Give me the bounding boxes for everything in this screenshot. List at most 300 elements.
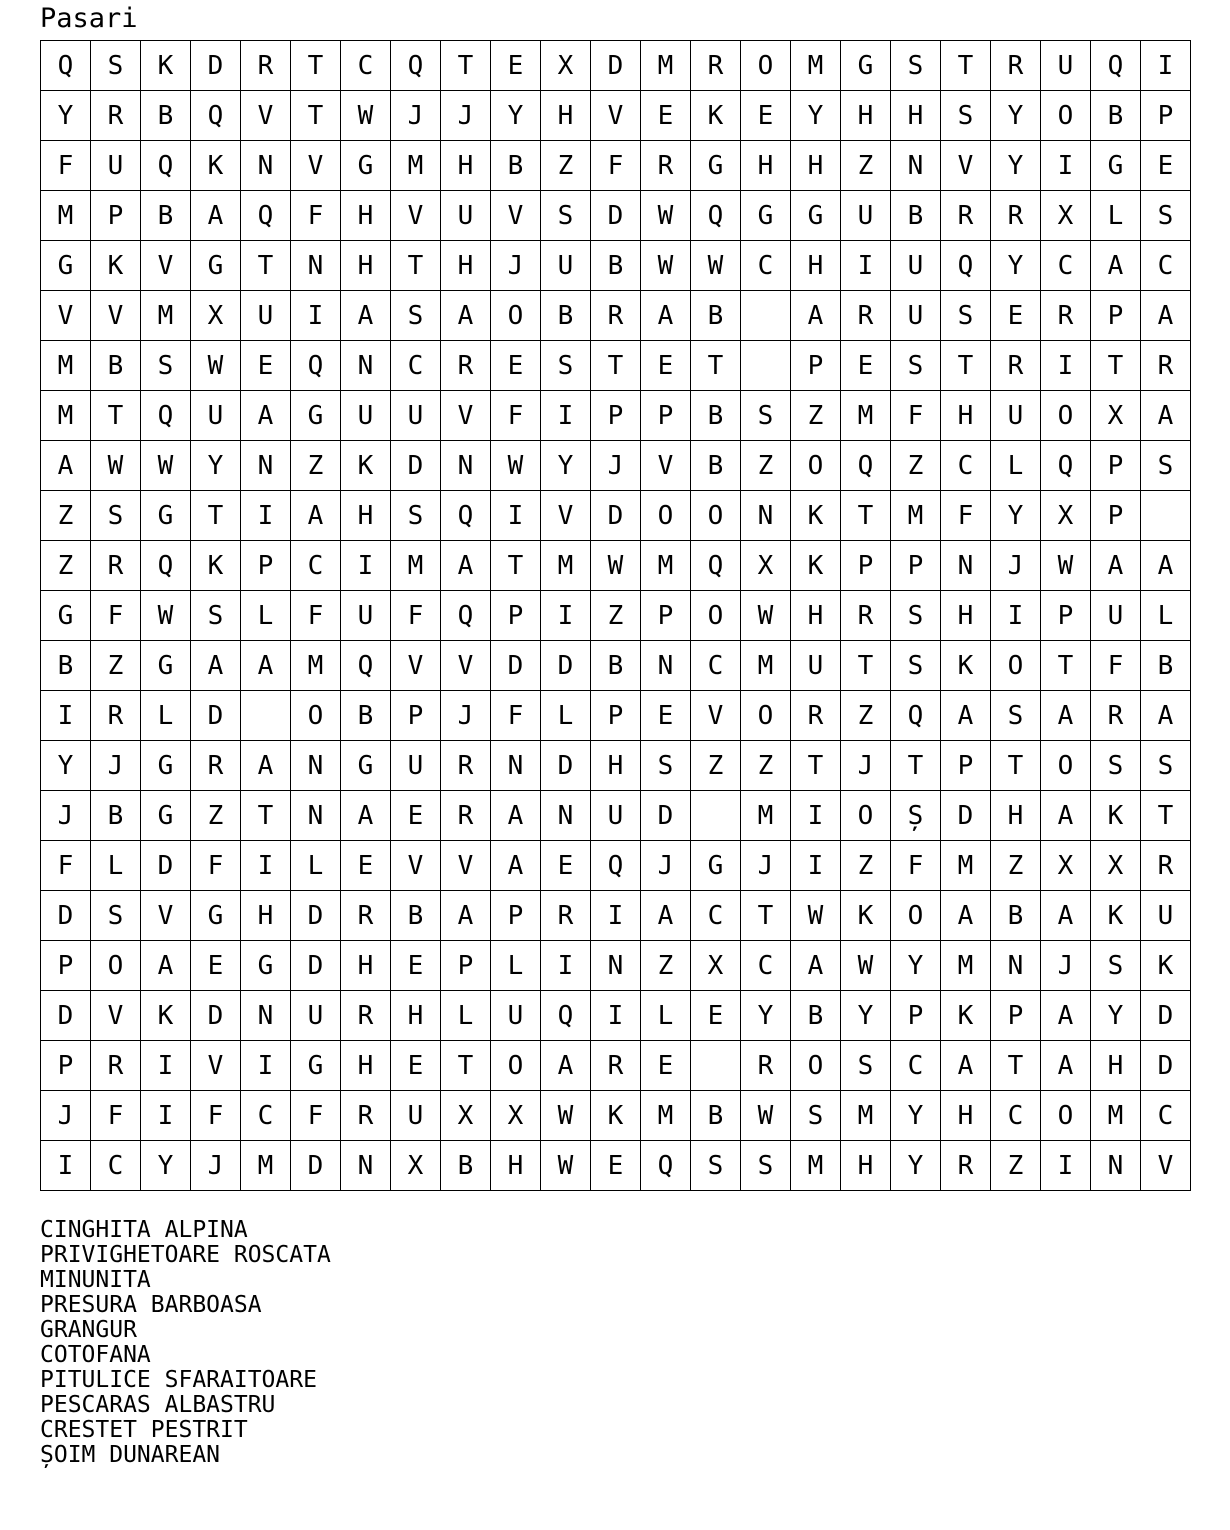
grid-cell[interactable]: T [241,791,291,841]
grid-cell[interactable]: G [41,241,91,291]
grid-cell[interactable]: N [591,941,641,991]
grid-cell[interactable]: D [1141,991,1191,1041]
grid-cell[interactable]: H [1091,1041,1141,1091]
grid-cell[interactable]: C [391,341,441,391]
grid-cell[interactable]: Q [391,41,441,91]
grid-cell[interactable]: B [591,241,641,291]
grid-cell[interactable]: Q [241,191,291,241]
grid-cell[interactable]: H [341,491,391,541]
grid-cell[interactable]: H [941,391,991,441]
grid-cell[interactable]: K [91,241,141,291]
grid-cell[interactable]: P [591,391,641,441]
grid-cell[interactable]: G [291,1041,341,1091]
grid-cell[interactable]: J [441,691,491,741]
grid-cell[interactable]: A [341,291,391,341]
grid-cell[interactable]: H [791,241,841,291]
grid-cell[interactable]: B [91,341,141,391]
grid-cell[interactable]: B [91,791,141,841]
grid-cell[interactable]: I [991,591,1041,641]
grid-cell[interactable]: U [491,991,541,1041]
grid-cell[interactable]: V [1141,1141,1191,1191]
grid-cell[interactable]: Q [41,41,91,91]
grid-cell[interactable]: B [1091,91,1141,141]
grid-cell[interactable]: K [191,141,241,191]
grid-cell[interactable]: I [491,491,541,541]
grid-cell[interactable]: E [191,941,241,991]
grid-cell[interactable]: F [41,841,91,891]
grid-cell[interactable]: L [991,441,1041,491]
grid-cell[interactable]: J [41,791,91,841]
grid-cell[interactable]: W [541,1091,591,1141]
grid-cell[interactable]: F [591,141,641,191]
grid-cell[interactable]: A [1141,691,1191,741]
grid-cell[interactable]: W [141,441,191,491]
grid-cell[interactable]: R [641,141,691,191]
grid-cell[interactable]: C [941,441,991,491]
grid-cell[interactable]: X [441,1091,491,1141]
grid-cell[interactable]: F [291,591,341,641]
grid-cell[interactable]: N [891,141,941,191]
grid-cell[interactable]: L [141,691,191,741]
grid-cell[interactable] [1141,491,1191,541]
grid-cell[interactable]: Z [41,491,91,541]
grid-cell[interactable]: U [291,991,341,1041]
grid-cell[interactable]: G [341,741,391,791]
grid-cell[interactable]: K [141,991,191,1041]
grid-cell[interactable]: U [91,141,141,191]
grid-cell[interactable]: M [741,641,791,691]
grid-cell[interactable]: H [591,741,641,791]
grid-cell[interactable]: E [991,291,1041,341]
grid-cell[interactable]: A [941,891,991,941]
grid-cell[interactable] [741,291,791,341]
grid-cell[interactable]: E [641,691,691,741]
grid-cell[interactable]: Z [991,841,1041,891]
grid-cell[interactable]: W [741,591,791,641]
grid-cell[interactable]: P [891,541,941,591]
grid-cell[interactable]: O [791,441,841,491]
grid-cell[interactable]: P [641,391,691,441]
grid-cell[interactable]: X [1091,391,1141,441]
grid-cell[interactable]: Y [1091,991,1141,1041]
grid-cell[interactable]: J [491,241,541,291]
grid-cell[interactable]: A [241,641,291,691]
grid-cell[interactable]: I [141,1091,191,1141]
grid-cell[interactable]: R [91,691,141,741]
grid-cell[interactable]: Z [841,691,891,741]
grid-cell[interactable]: O [641,491,691,541]
grid-cell[interactable]: R [941,1141,991,1191]
grid-cell[interactable]: L [241,591,291,641]
grid-cell[interactable]: J [641,841,691,891]
grid-cell[interactable]: H [341,941,391,991]
grid-cell[interactable]: M [641,1091,691,1141]
grid-cell[interactable]: Q [191,91,241,141]
grid-cell[interactable]: D [41,891,91,941]
grid-cell[interactable]: P [241,541,291,591]
grid-cell[interactable]: U [891,241,941,291]
grid-cell[interactable]: D [391,441,441,491]
grid-cell[interactable]: A [641,891,691,941]
grid-cell[interactable]: N [491,741,541,791]
grid-cell[interactable]: A [441,541,491,591]
grid-cell[interactable]: M [891,491,941,541]
grid-cell[interactable]: O [691,591,741,641]
grid-cell[interactable]: X [541,41,591,91]
grid-cell[interactable]: S [1141,191,1191,241]
grid-cell[interactable]: A [1141,541,1191,591]
grid-cell[interactable]: S [741,391,791,441]
grid-cell[interactable]: M [391,541,441,591]
grid-cell[interactable]: G [191,241,241,291]
grid-cell[interactable]: I [541,591,591,641]
grid-cell[interactable]: Q [841,441,891,491]
grid-cell[interactable]: K [941,641,991,691]
grid-cell[interactable]: R [991,41,1041,91]
grid-cell[interactable]: U [341,591,391,641]
grid-cell[interactable]: P [841,541,891,591]
grid-cell[interactable]: Z [541,141,591,191]
grid-cell[interactable]: D [41,991,91,1041]
grid-cell[interactable]: K [1091,791,1141,841]
grid-cell[interactable]: C [991,1091,1041,1141]
grid-cell[interactable]: B [591,641,641,691]
grid-cell[interactable]: T [841,491,891,541]
grid-cell[interactable]: O [291,691,341,741]
grid-cell[interactable]: A [191,191,241,241]
grid-cell[interactable]: I [1141,41,1191,91]
grid-cell[interactable]: I [291,291,341,341]
grid-cell[interactable]: V [441,641,491,691]
grid-cell[interactable]: L [491,941,541,991]
grid-cell[interactable]: Y [491,91,541,141]
grid-cell[interactable]: B [141,91,191,141]
grid-cell[interactable]: U [1041,41,1091,91]
grid-cell[interactable]: H [941,591,991,641]
grid-cell[interactable]: S [941,91,991,141]
grid-cell[interactable]: E [391,791,441,841]
grid-cell[interactable]: E [841,341,891,391]
grid-cell[interactable]: U [241,291,291,341]
grid-cell[interactable]: G [691,141,741,191]
grid-cell[interactable]: J [391,91,441,141]
grid-cell[interactable]: I [241,491,291,541]
grid-cell[interactable]: U [541,241,591,291]
grid-cell[interactable]: I [41,691,91,741]
grid-cell[interactable]: H [491,1141,541,1191]
grid-cell[interactable]: G [291,391,341,441]
grid-cell[interactable]: J [1041,941,1091,991]
grid-cell[interactable]: I [591,991,641,1041]
grid-cell[interactable]: L [91,841,141,891]
grid-cell[interactable] [241,691,291,741]
grid-cell[interactable]: C [341,41,391,91]
grid-cell[interactable]: H [791,141,841,191]
grid-cell[interactable]: E [491,41,541,91]
grid-cell[interactable]: P [41,1041,91,1091]
grid-cell[interactable]: M [291,641,341,691]
grid-cell[interactable]: O [1041,741,1091,791]
grid-cell[interactable]: X [391,1141,441,1191]
grid-cell[interactable]: Y [991,241,1041,291]
grid-cell[interactable]: Q [641,1141,691,1191]
grid-cell[interactable]: D [641,791,691,841]
grid-cell[interactable]: I [591,891,641,941]
grid-cell[interactable]: S [791,1091,841,1141]
grid-cell[interactable]: K [141,41,191,91]
grid-cell[interactable]: S [891,591,941,641]
grid-cell[interactable]: E [241,341,291,391]
grid-cell[interactable]: R [991,341,1041,391]
grid-cell[interactable]: M [741,791,791,841]
grid-cell[interactable]: Q [141,541,191,591]
grid-cell[interactable]: F [191,841,241,891]
grid-cell[interactable]: W [341,91,391,141]
grid-cell[interactable]: X [1041,491,1091,541]
grid-cell[interactable]: S [1141,441,1191,491]
grid-cell[interactable]: S [1091,741,1141,791]
grid-cell[interactable]: Z [891,441,941,491]
grid-cell[interactable]: O [741,691,791,741]
grid-cell[interactable]: A [641,291,691,341]
grid-cell[interactable]: T [941,341,991,391]
grid-cell[interactable]: M [41,391,91,441]
grid-cell[interactable]: I [1041,1141,1091,1191]
grid-cell[interactable]: M [841,1091,891,1141]
grid-cell[interactable]: C [691,641,741,691]
grid-cell[interactable]: U [441,191,491,241]
grid-cell[interactable]: F [491,691,541,741]
grid-cell[interactable]: D [291,891,341,941]
grid-cell[interactable]: B [691,291,741,341]
grid-cell[interactable]: A [1091,541,1141,591]
grid-cell[interactable]: J [191,1141,241,1191]
grid-cell[interactable]: A [241,391,291,441]
grid-cell[interactable]: R [441,341,491,391]
grid-cell[interactable]: Z [91,641,141,691]
grid-cell[interactable]: N [341,341,391,391]
grid-cell[interactable]: G [141,491,191,541]
grid-cell[interactable]: S [691,1141,741,1191]
grid-cell[interactable]: B [991,891,1041,941]
grid-cell[interactable]: J [591,441,641,491]
grid-cell[interactable]: I [1041,141,1091,191]
grid-cell[interactable]: C [741,241,791,291]
grid-cell[interactable]: R [91,91,141,141]
grid-cell[interactable]: Y [41,91,91,141]
grid-cell[interactable]: H [341,1041,391,1091]
grid-cell[interactable]: X [741,541,791,591]
grid-cell[interactable]: M [241,1141,291,1191]
grid-cell[interactable]: W [841,941,891,991]
grid-cell[interactable]: A [791,291,841,341]
grid-cell[interactable]: T [91,391,141,441]
grid-cell[interactable]: T [291,41,341,91]
grid-cell[interactable]: H [541,91,591,141]
grid-cell[interactable]: I [241,1041,291,1091]
grid-cell[interactable]: J [91,741,141,791]
grid-cell[interactable]: E [391,1041,441,1091]
grid-cell[interactable]: R [941,191,991,241]
grid-cell[interactable]: N [541,791,591,841]
grid-cell[interactable]: T [391,241,441,291]
grid-cell[interactable]: N [241,141,291,191]
grid-cell[interactable]: A [41,441,91,491]
grid-cell[interactable]: T [491,541,541,591]
grid-cell[interactable]: B [341,691,391,741]
grid-cell[interactable]: N [1091,1141,1141,1191]
grid-cell[interactable]: Q [291,341,341,391]
grid-cell[interactable]: Z [591,591,641,641]
grid-cell[interactable]: S [391,491,441,541]
grid-cell[interactable]: B [41,641,91,691]
grid-cell[interactable]: F [91,591,141,641]
grid-cell[interactable]: O [691,491,741,541]
grid-cell[interactable]: V [241,91,291,141]
grid-cell[interactable]: H [241,891,291,941]
grid-cell[interactable]: G [1091,141,1141,191]
grid-cell[interactable]: U [391,391,441,441]
grid-cell[interactable]: R [841,291,891,341]
grid-cell[interactable]: T [441,1041,491,1091]
grid-cell[interactable]: V [641,441,691,491]
grid-cell[interactable]: I [541,391,591,441]
grid-cell[interactable]: B [691,391,741,441]
grid-cell[interactable]: A [791,941,841,991]
grid-cell[interactable]: A [491,791,541,841]
grid-cell[interactable]: E [691,991,741,1041]
grid-cell[interactable]: K [691,91,741,141]
grid-cell[interactable]: P [41,941,91,991]
grid-cell[interactable]: U [891,291,941,341]
grid-cell[interactable]: S [1091,941,1141,991]
grid-cell[interactable]: E [641,1041,691,1091]
grid-cell[interactable] [691,1041,741,1091]
grid-cell[interactable]: R [341,891,391,941]
grid-cell[interactable]: T [991,741,1041,791]
grid-cell[interactable]: F [291,191,341,241]
grid-cell[interactable]: K [591,1091,641,1141]
grid-cell[interactable]: G [191,891,241,941]
grid-cell[interactable]: Y [991,141,1041,191]
grid-cell[interactable]: D [191,41,241,91]
grid-cell[interactable]: T [1091,341,1141,391]
grid-cell[interactable]: P [991,991,1041,1041]
grid-cell[interactable]: Q [891,691,941,741]
grid-cell[interactable]: Q [941,241,991,291]
grid-cell[interactable]: G [141,791,191,841]
grid-cell[interactable]: E [1141,141,1191,191]
grid-cell[interactable]: M [641,541,691,591]
grid-cell[interactable]: Ș [891,791,941,841]
grid-cell[interactable]: F [891,391,941,441]
grid-cell[interactable]: B [1141,641,1191,691]
grid-cell[interactable]: U [341,391,391,441]
grid-cell[interactable]: B [791,991,841,1041]
grid-cell[interactable]: B [491,141,541,191]
grid-cell[interactable]: G [341,141,391,191]
grid-cell[interactable]: M [141,291,191,341]
grid-cell[interactable]: R [91,541,141,591]
grid-cell[interactable]: E [741,91,791,141]
grid-cell[interactable]: O [1041,1091,1091,1141]
grid-cell[interactable]: V [391,841,441,891]
grid-cell[interactable]: F [391,591,441,641]
grid-cell[interactable]: A [341,791,391,841]
grid-cell[interactable] [741,341,791,391]
grid-cell[interactable]: S [141,341,191,391]
grid-cell[interactable]: I [841,241,891,291]
grid-cell[interactable]: W [91,441,141,491]
grid-cell[interactable]: V [591,91,641,141]
grid-cell[interactable]: Z [191,791,241,841]
grid-cell[interactable]: H [391,991,441,1041]
grid-cell[interactable]: B [391,891,441,941]
grid-cell[interactable]: T [1041,641,1091,691]
grid-cell[interactable]: A [1041,991,1091,1041]
grid-cell[interactable]: F [191,1091,241,1141]
grid-cell[interactable]: N [991,941,1041,991]
grid-cell[interactable]: G [791,191,841,241]
grid-cell[interactable]: N [741,491,791,541]
grid-cell[interactable]: S [191,591,241,641]
grid-cell[interactable]: Z [641,941,691,991]
grid-cell[interactable]: M [791,41,841,91]
grid-cell[interactable]: W [141,591,191,641]
grid-cell[interactable]: H [941,1091,991,1141]
grid-cell[interactable]: C [741,941,791,991]
grid-cell[interactable]: P [891,991,941,1041]
grid-cell[interactable]: R [541,891,591,941]
grid-cell[interactable]: B [891,191,941,241]
grid-cell[interactable]: K [791,541,841,591]
grid-cell[interactable]: I [1041,341,1091,391]
grid-cell[interactable]: U [591,791,641,841]
grid-cell[interactable]: S [641,741,691,791]
grid-cell[interactable]: R [691,41,741,91]
grid-cell[interactable]: K [941,991,991,1041]
grid-cell[interactable]: O [741,41,791,91]
grid-cell[interactable]: B [691,1091,741,1141]
grid-cell[interactable]: Q [541,991,591,1041]
grid-cell[interactable]: Z [991,1141,1041,1191]
grid-cell[interactable]: S [541,191,591,241]
grid-cell[interactable]: Y [41,741,91,791]
grid-cell[interactable]: P [391,691,441,741]
grid-cell[interactable]: E [641,341,691,391]
grid-cell[interactable]: V [141,241,191,291]
grid-cell[interactable]: R [991,191,1041,241]
grid-cell[interactable]: G [41,591,91,641]
grid-cell[interactable]: N [291,791,341,841]
grid-cell[interactable]: U [841,191,891,241]
grid-cell[interactable]: C [1141,241,1191,291]
grid-cell[interactable]: T [191,491,241,541]
grid-cell[interactable]: V [191,1041,241,1091]
grid-cell[interactable]: I [341,541,391,591]
grid-cell[interactable]: D [591,491,641,541]
grid-cell[interactable]: H [741,141,791,191]
grid-cell[interactable]: R [341,1091,391,1141]
grid-cell[interactable]: N [441,441,491,491]
grid-cell[interactable]: P [941,741,991,791]
grid-cell[interactable]: L [641,991,691,1041]
grid-cell[interactable]: T [791,741,841,791]
grid-cell[interactable]: R [1041,291,1091,341]
grid-cell[interactable]: M [941,841,991,891]
grid-cell[interactable]: R [191,741,241,791]
grid-cell[interactable]: J [441,91,491,141]
